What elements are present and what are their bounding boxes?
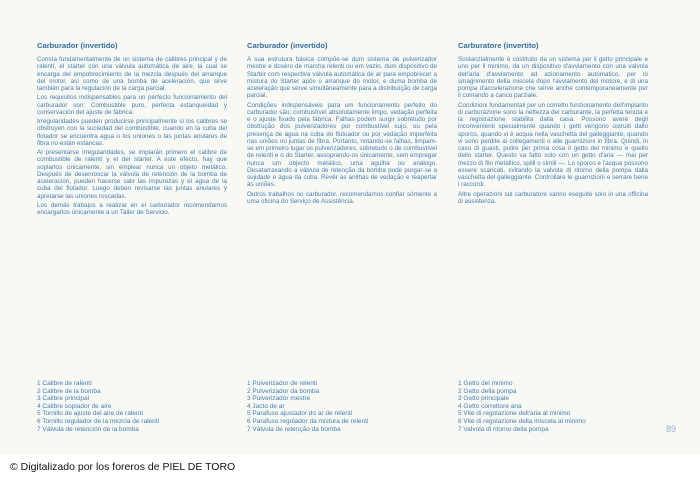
- column-portuguese: [247, 41, 437, 207]
- legend-item: 6 Vite di regolazione della miscela al minimo: [458, 417, 586, 425]
- paragraph: Outros trabalhos no carburador, recomendamos confiar sòmente a uma oficina do Serviço de Assistência.: [247, 190, 437, 205]
- legend-item: 4 Getto correttore aria: [458, 402, 522, 410]
- legend-item: 4 Jacto de ar: [247, 402, 285, 410]
- page-number: 89: [666, 424, 677, 434]
- paragraph: Altre operazioni sul carburatore vanno eseguite solo in una officina di assistenza.: [458, 190, 648, 205]
- paragraph: Los demás trabajos a realizar en el carburador recomendamos encargarlos únicamente a un Taller de Servicio.: [37, 201, 227, 216]
- legend-item: 3 Pulverizador mestre: [247, 395, 311, 403]
- paragraph: Los requisitos indispensables para un perfecto funcionamiento del carburador son: Combustible puro, perfecta estanqueidad y conservación del ajuste de fábrica.: [37, 94, 227, 116]
- column-title: Carburador (invertido): [247, 41, 328, 50]
- paragraph: A sua estrutura básica compõe-se dum sistema de pulverizador mestre e dosèro de marcha relenti ou em vazio, dum dispositivo de Starter com respectiva válvula automática de ar para empobrecer a mistura do Starter após o arranque do motor, e duma bomba de aceleração que serve simultâneamente para a distribuïção de carga parcial.: [247, 56, 437, 100]
- paragraph: Sostanzialmente è costituito da un sistema per il getto principale e uno per il minimo, da un dispositivo d'avviamento con una valvola dell'aria d'avviamento ad azionamento automatico, per lo smagrimento della miscela dopo l'avviamento del motore, e di una pompa d'accelerazione che serve anche contemporaneamente per il comando a carico parziale.: [458, 56, 648, 100]
- column-title: Carburador (invertido): [37, 41, 118, 50]
- credit-text: © Digitalizado por los foreros de PIEL DE TORO: [10, 461, 236, 473]
- legend-item: 6 Tornillo regulador de la mezcla de ralentí: [37, 417, 160, 425]
- legend-spanish: [37, 380, 237, 433]
- legend-portuguese: [247, 380, 447, 433]
- legend-item: 1 Pulverizador de relenti: [247, 380, 318, 387]
- legend-item: 2 Pulverizador da bomba: [247, 387, 320, 395]
- legend-item: 4 Calibre soplador de aire: [37, 402, 112, 410]
- legend-item: 7 Válvula de retención de la bomba: [37, 425, 139, 433]
- column-italian: [458, 41, 648, 207]
- legend-item: 1 Getto del minimo: [458, 380, 513, 387]
- paragraph: Condições indispensáveis para um funcionamento perfeito do carburador são: combustível absolutamente limpo, vedação perfeita e o ajuste fixado pela fábrica. Falhas podem surgir sobretudo por obstrução dos pulverizadores por combustível sujo, ou pela presença de água na cuba do flutuador ou por vedação imperfeita nas uniões ou juntas de fibra. Portanto, notando-se falhas, limpam-se em primeiro lugar os pulverizadores, sobretudo o de combustível de relenti e o do Starter, assoprando-os únicamente, sem empregar nunca um objecto metálico, uma agulha ou análogo. Desatarraxando a válvula de retenção da bomba pode purgar-se a sujidade e água da cuba. Revêr as anilhas de vedação e reapertar as uniões.: [247, 101, 437, 189]
- legend-item: 5 Tornillo de ajuste del aire de ralentí: [37, 410, 144, 418]
- paragraph: Condizioni fondamentali per un corretto funzionamento dell'impianto di carburazione sono la nettezza del carburante, la perfetta tenuta e la registrazione stabilita dalla casa. Possono avere degli inconvenienti specialmente quando i getti vengono ostruiti dallo sporco, quando vi è acqua nella vaschetta del galleggiante, quando vi sono perdite ai collegamenti o alle guarnizioni in fibra. Quindi, in caso di guasti, pulire per prima cosa il getto del minimo e quello dello starter. Questo va fatto solo con un getto d'aria — mai per mezzo di filo metallico, spilli o simili —. Lo sporco e l'acqua possono essere scaricati, svitando la valvola di ritorno della pompa dalla vaschetta del galleggiante. Controllare le guarnizioni e serrare bene i raccordi.: [458, 101, 648, 189]
- legend-item: 7 Válvula de retenção da bomba: [247, 425, 341, 433]
- column-spanish: [37, 41, 227, 218]
- paragraph: Al presentarse irregularidades, se impiarán primero el calibre de combustible de ralentí y el del stárter. A este efecto, hay que soplarlos únicamente, sin emplear nunca un objeto metálico. Después de desenroscar la válvula de retención de la bomba de aceleración, pueden hacerse salir las impurezas y el agua de la cuba del flotador. Luego deben revisarse las juntas anulares y apretarse las uniones roscadas.: [37, 149, 227, 200]
- legend-item: 5 Vite di regolazione dell'aria al minimo: [458, 410, 571, 418]
- legend-item: 1 Calibre de ralentí: [37, 380, 92, 387]
- legend-item: 3 Calibre principal: [37, 395, 90, 403]
- legend-item: 2 Getto della pompa: [458, 387, 517, 395]
- legend-item: 7 Valvola di ritorno della pompa: [458, 425, 549, 433]
- legend-italian: [458, 380, 658, 433]
- legend-item: 5 Parafuso ajustador do ar de relenti: [247, 410, 353, 418]
- paragraph: Consta fundamentalmente de un sistema de calibres principal y de ralentí, el stárter con una válvula automática de aire, la cual se encarga del empobrecimiento de la mezcla después del arranque del motor, así como de una bomba de aceleración, que sirve también para la regulación de la carga parcial.: [37, 56, 227, 92]
- legend-item: 6 Parafuso regulador da mistura de relenti: [247, 417, 369, 425]
- column-title: Carburatore (invertito): [458, 41, 539, 50]
- legend-item: 2 Calibre de la bomba: [37, 387, 101, 395]
- legend-item: 3 Getto principale: [458, 395, 509, 403]
- paragraph: Irregularidades pueden producirse principalmente si los calibres se obstruyen con la suciedad del combustible, cuando en la cuba del flotador se encuentra agua o los uniones o las juntas anulares de fibra no están estancas.: [37, 118, 227, 147]
